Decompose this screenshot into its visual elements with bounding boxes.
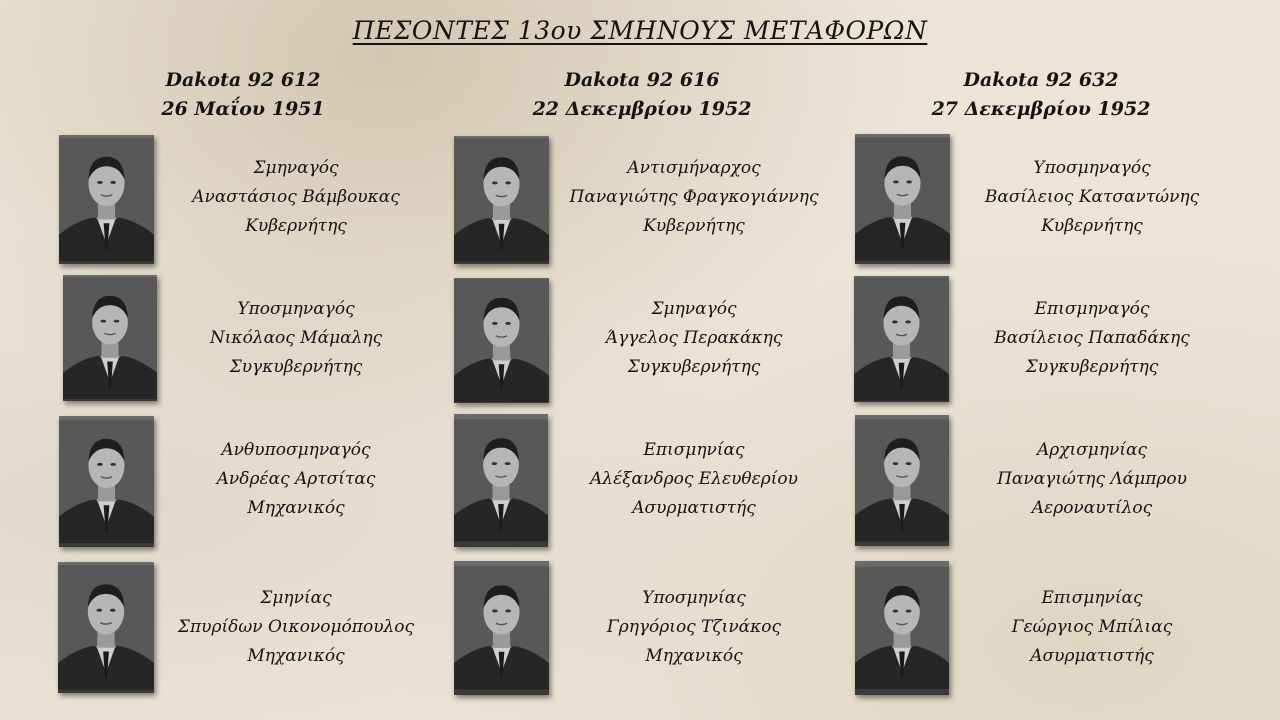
crew-role: Μηχανικός <box>645 646 743 666</box>
crew-name: Νικόλαος Μάμαλης <box>209 328 383 348</box>
portrait-photo <box>59 135 154 264</box>
crew-name: Γεώργιος Μπίλιας <box>1011 617 1173 637</box>
crew-role: Συγκυβερνήτης <box>229 357 363 377</box>
crew-rank: Υποσμηναγός <box>237 299 355 319</box>
crew-role: Μηχανικός <box>247 498 345 518</box>
crew-rank: Σμηνίας <box>260 588 332 608</box>
crew-rank: Επισμηνίας <box>643 440 745 460</box>
crew-name: Αλέξανδρος Ελευθερίου <box>590 469 798 489</box>
crew-rank: Υποσμηνίας <box>642 588 746 608</box>
crew-name: Γρηγόριος Τζινάκος <box>606 617 782 637</box>
crew-member-info <box>559 154 829 241</box>
crew-role: Ασυρματιστής <box>1030 646 1154 666</box>
crew-member-info <box>161 584 431 671</box>
crash-date: 27 Δεκεμβρίου 1952 <box>931 98 1151 120</box>
portrait-photo <box>58 562 154 693</box>
crew-member-info <box>161 295 431 382</box>
crew-role: Συγκυβερνήτης <box>627 357 761 377</box>
crew-role: Ασυρματιστής <box>632 498 756 518</box>
portrait-photo <box>855 561 949 695</box>
aircraft-label: Dakota 92 616 <box>564 69 720 91</box>
portrait-photo <box>854 276 949 402</box>
crew-name: Παναγιώτης Λάμπρου <box>997 469 1187 489</box>
crew-name: Ανδρέας Αρτσίτας <box>216 469 376 489</box>
crew-name: Σπυρίδων Οικονομόπουλος <box>177 617 415 637</box>
crew-rank: Επισμηναγός <box>1034 299 1150 319</box>
crew-member-info <box>957 436 1227 523</box>
crew-member-info <box>957 295 1227 382</box>
portrait-photo <box>59 416 154 547</box>
crew-rank: Ανθυποσμηναγός <box>221 440 371 460</box>
flight-header-2 <box>472 66 812 124</box>
crew-member-info <box>559 584 829 671</box>
portrait-photo <box>454 278 549 403</box>
crew-role: Μηχανικός <box>247 646 345 666</box>
crew-name: Βασίλειος Κατσαντώνης <box>984 187 1200 207</box>
flight-header-1 <box>73 66 413 124</box>
page-title: ΠΕΣΟΝΤΕΣ 13ου ΣΜΗΝΟΥΣ ΜΕΤΑΦΟΡΩΝ <box>352 16 928 45</box>
aircraft-label: Dakota 92 632 <box>963 69 1119 91</box>
crew-name: Άγγελος Περακάκης <box>605 328 783 348</box>
crew-name: Παναγιώτης Φραγκογιάννης <box>569 187 819 207</box>
crew-member-info <box>559 436 829 523</box>
flight-header-3 <box>871 66 1211 124</box>
crew-rank: Σμηναγός <box>651 299 737 319</box>
crew-name: Αναστάσιος Βάμβουκας <box>192 187 400 207</box>
crew-rank: Σμηναγός <box>253 158 339 178</box>
crew-rank: Αντισμήναρχος <box>627 158 761 178</box>
crew-role: Κυβερνήτης <box>245 216 347 236</box>
portrait-photo <box>454 136 549 264</box>
crew-role: Αεροναυτίλος <box>1031 498 1153 518</box>
crew-member-info <box>559 295 829 382</box>
crew-role: Κυβερνήτης <box>643 216 745 236</box>
portrait-photo <box>63 275 157 401</box>
crash-date: 22 Δεκεμβρίου 1952 <box>532 98 752 120</box>
crew-rank: Υποσμηναγός <box>1033 158 1151 178</box>
crew-rank: Αρχισμηνίας <box>1036 440 1148 460</box>
crew-member-info <box>957 154 1227 241</box>
crew-member-info <box>161 154 431 241</box>
crew-name: Βασίλειος Παπαδάκης <box>994 328 1190 348</box>
crew-member-info <box>161 436 431 523</box>
crew-role: Κυβερνήτης <box>1041 216 1143 236</box>
crash-date: 26 Μαΐου 1951 <box>161 98 325 120</box>
portrait-photo <box>855 134 950 264</box>
portrait-photo <box>454 414 548 547</box>
crew-member-info <box>957 584 1227 671</box>
portrait-photo <box>454 561 549 695</box>
aircraft-label: Dakota 92 612 <box>165 69 321 91</box>
portrait-photo <box>855 415 949 546</box>
crew-role: Συγκυβερνήτης <box>1025 357 1159 377</box>
crew-rank: Επισμηνίας <box>1041 588 1143 608</box>
